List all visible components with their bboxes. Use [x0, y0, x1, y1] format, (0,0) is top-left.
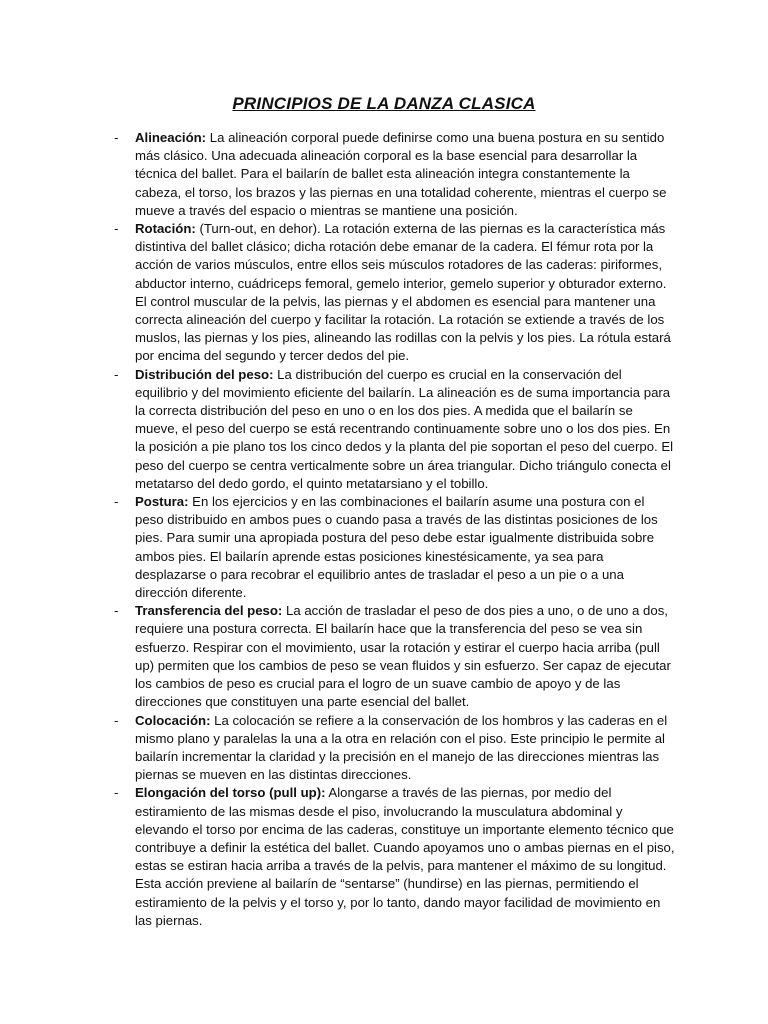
list-item-transferencia-peso — [110, 602, 676, 711]
bullet-dash: - — [114, 603, 119, 619]
item-text: (Turn-out, en dehor). La rotación externa de las piernas es la característica más distintiva del ballet clásico; dicha rotación debe emanar de la cadera. El fémur rota por la acción de varios músculos, entre ellos seis músculos rotadores de las caderas: piriformes, abductor interno, cuádriceps femoral, gemelo interior, gemelo superior y obturador externo. El control muscular de la pelvis, las piernas y el abdomen es esencial para mantener una correcta alineación del cuerpo y facilitar la rotación. La rotación se extiende a través de los muslos, las piernas y los pies, alineando las rodillas con la pelvis y los pies. La rótula estará por encima del segundo y tercer dedos del pie. — [135, 221, 671, 364]
item-term: Rotación: — [135, 221, 196, 237]
item-text: En los ejercicios y en las combinaciones el bailarín asume una postura con el peso distribuido en ambos pues o cuando pasa a través de las distintas posiciones de los pies. Para sumir una apropiada postura del peso debe estar igualmente distribuida sobre ambos pies. El bailarín aprende estas posiciones kinestésicamente, ya sea para desplazarse o para recobrar el equilibrio antes de trasladar el peso a un pie o a una dirección diferente. — [135, 494, 658, 601]
item-term: Alineación: — [135, 130, 207, 145]
item-term: Colocación: — [135, 712, 211, 728]
bullet-dash: - — [114, 366, 119, 382]
item-text: Alongarse a través de las piernas, por medio del estiramiento de las mismas desde el piso, involucrando la musculatura abdominal y elevando el torso por encima de las caderas, constituye un importante elemento técnico que contribuye a definir la estética del ballet. Cuando apoyamos uno o ambas piernas en el piso, estas se estiran hacia arriba a través de la pelvis, para mantener el máximo de su longitud. Esta acción previene al bailarín de “sentarse” (hundirse) en las piernas, permitiendo el estiramiento de la pelvis y el torso y, por lo tanto, dando mayor facilidad de movimiento en las piernas. — [135, 785, 675, 928]
item-text: La acción de trasladar el peso de dos pies a uno, o de uno a dos, requiere una postura correcta. El bailarín hace que la transferencia del peso se vea sin esfuerzo. Respirar con el movimiento, usar la rotación y estirar el cuerpo hacia arriba (pull up) permiten que los cambios de peso se vean fluidos y sin esfuerzo. Ser capaz de ejecutar los cambios de peso es crucial para el logro de un suave cambio de apoyo y de las direcciones que constituyen una parte esencial del ballet. — [135, 603, 671, 710]
item-text: La alineación corporal puede definirse como una buena postura en su sentido más clásico. Una adecuada alineación corporal es la base esencial para desarrollar la técnica del ballet. Para el bailarín de ballet esta alineación integra constantemente la cabeza, el torso, los brazos y las piernas en una totalidad coherente, mientras el cuerpo se mueve a través del espacio o mientras se mantiene una posición. — [135, 130, 667, 218]
item-text: La colocación se refiere a la conservación de los hombros y las caderas en el mismo plano y paralelas la una a la otra en relación con el piso. Este principio le permite al bailarín incrementar la claridad y la precisión en el manejo de las direcciones mientras las piernas se mueven en las distintas direcciones. — [135, 712, 668, 783]
bullet-dash: - — [114, 221, 119, 237]
item-term: Distribución del peso: — [135, 366, 274, 382]
item-term: Postura: — [135, 494, 189, 510]
bullet-dash: - — [114, 785, 119, 801]
list-item-alineacion — [110, 129, 676, 220]
list-item-elongacion-torso — [110, 784, 676, 930]
item-term: Transferencia del peso: — [135, 603, 283, 619]
list-item-rotacion — [110, 220, 676, 366]
document-title: PRINCIPIOS DE LA DANZA CLASICA — [232, 94, 536, 113]
item-term: Elongación del torso (pull up): — [135, 785, 326, 801]
bullet-dash: - — [114, 494, 119, 510]
list-item-postura — [110, 493, 676, 602]
bullet-dash: - — [114, 130, 119, 145]
bullet-dash: - — [114, 712, 119, 728]
principles-list — [110, 129, 676, 930]
list-item-distribucion-peso — [110, 366, 676, 493]
list-item-colocacion — [110, 712, 676, 785]
item-text: La distribución del cuerpo es crucial en la conservación del equilibrio y del movimiento eficiente del bailarín. La alineación es de suma importancia para la correcta distribución del peso en uno o en los dos pies. A medida que el bailarín se mueve, el peso del cuerpo se está recentrando continuamente sobre uno o los dos pies. En la posición a pie plano tos los cinco dedos y la planta del pie soportan el peso del cuerpo. El peso del cuerpo se centra verticalmente sobre un área triangular. Dicho triángulo conecta el metatarso del dedo gordo, el quinto metatarsiano y el tobillo. — [135, 366, 674, 491]
